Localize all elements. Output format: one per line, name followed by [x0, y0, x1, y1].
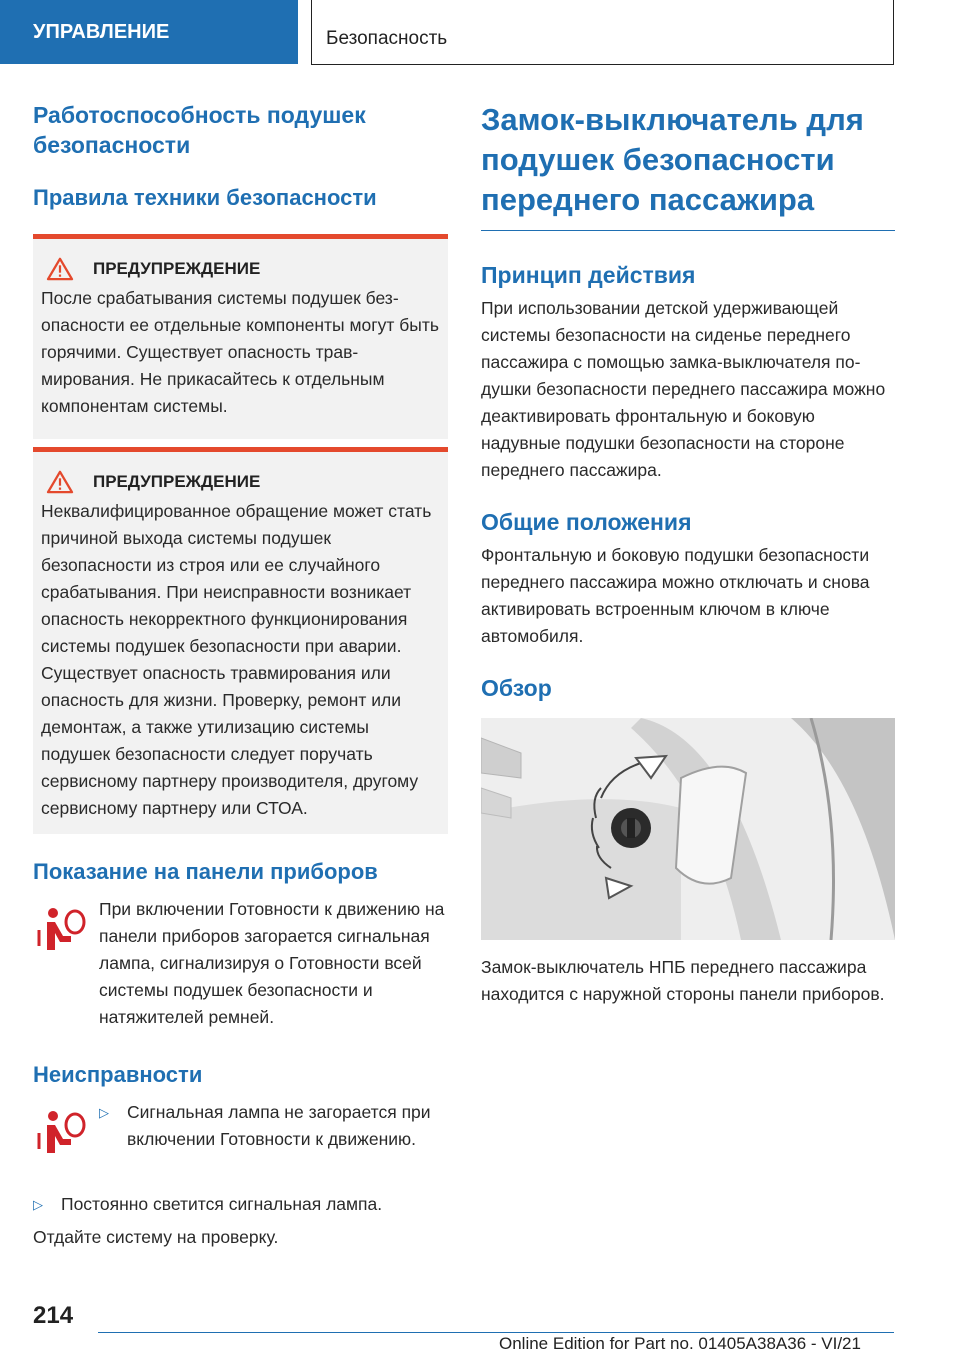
title-underline: [481, 230, 895, 231]
heading-overview: Обзор: [481, 675, 552, 701]
warning-box: [33, 447, 448, 834]
heading-principle: Принцип действия: [481, 262, 696, 288]
general-text: Фронтальную и боковую подушки безопасности переднего пассажира можно отключать и снова активировать встроенным ключом в ключе автомобиля.: [481, 545, 870, 646]
fault-note: Отдайте систему на проверку.: [33, 1227, 279, 1247]
airbag-warning-lamp-icon: [33, 1105, 89, 1161]
heading-instrument-display: Показание на панели приборов: [33, 859, 378, 884]
section-title: Безопасность: [326, 28, 448, 49]
heading-faults: Неисправности: [33, 1062, 203, 1087]
edition-note: Online Edition for Part no. 01405A38A36 - VI/21: [499, 1334, 861, 1353]
footer-rule: [98, 1332, 894, 1333]
right-column: [481, 100, 895, 1008]
heading-general: Общие положения: [481, 509, 692, 535]
warning-title: ПРЕДУПРЕЖДЕНИЕ: [93, 259, 261, 278]
heading-airbag-function: Работоспособность подушек безопасности: [33, 102, 366, 158]
warning-text: Неквалифицированное обращение может стать причиной выхода системы подушек безопасности из строя или ее случайного срабатывания. При неисправности возникает опасность некорректного функционирования системы подушек безопасности при аварии. Существует опасность травмирования или опасность для жизни. Проверку, ремонт или демонтаж, а также утилизацию системы подушек безопасности следует поручать сервисному партнеру производителя, другому сервисному партнеру или СТОА.: [41, 501, 432, 818]
warning-title: ПРЕДУПРЕЖДЕНИЕ: [93, 472, 261, 491]
fault-item: ▷ Постоянно светится сигнальная лампа.: [33, 1191, 448, 1218]
photo-caption: Замок-выключатель НПБ переднего пассажира находится с наружной стороны панели приборов.: [481, 957, 885, 1004]
page-number: 214: [33, 1302, 74, 1329]
warning-triangle-icon: [45, 470, 75, 494]
heading-passenger-airbag-switch: Замок-выключатель для подушек безопасности переднего пассажира: [481, 102, 864, 217]
chapter-title: УПРАВЛЕНИЕ: [33, 20, 170, 43]
chapter-tab: [0, 0, 298, 64]
fault-item: ▷ Сигнальная лампа не загорается при включении Готовности к движению.: [99, 1099, 448, 1153]
display-block: [33, 896, 448, 1031]
heading-safety-rules: Правила техники безопасности: [33, 185, 377, 210]
warning-box: [33, 234, 448, 439]
principle-text: При использовании детской удерживающей системы безопасности на сиденье переднего пассажира с помощью замка-выключателя подушки безопасности переднего пассажира можно деактивировать фронтальную и боковую надувные подушки безопасности на стороне переднего пассажира.: [481, 298, 886, 480]
warning-triangle-icon: [45, 257, 75, 281]
airbag-warning-lamp-icon: [33, 902, 89, 958]
airbag-switch-photo: [481, 718, 895, 940]
display-text: При включении Готовности к движению на панели приборов загорается сигнальная лампа, сигнализируя о Готовности всей системы подушек безопасности и натяжителей ремней.: [99, 899, 445, 1027]
header-divider-right: [893, 0, 894, 64]
header-divider: [311, 0, 312, 64]
bullet-triangle-icon: ▷: [33, 1197, 43, 1212]
header-underline: [311, 64, 894, 65]
warning-text: После срабатывания системы подушек безопасности ее отдельные компоненты могут быть горячими. Существует опасность травмирования. Не прикасайтесь к отдельным компонентам системы.: [41, 288, 439, 416]
left-column: [33, 100, 448, 1251]
bullet-triangle-icon: ▷: [99, 1105, 109, 1120]
switch-illustration: [481, 718, 895, 940]
fault-block: [33, 1099, 448, 1183]
